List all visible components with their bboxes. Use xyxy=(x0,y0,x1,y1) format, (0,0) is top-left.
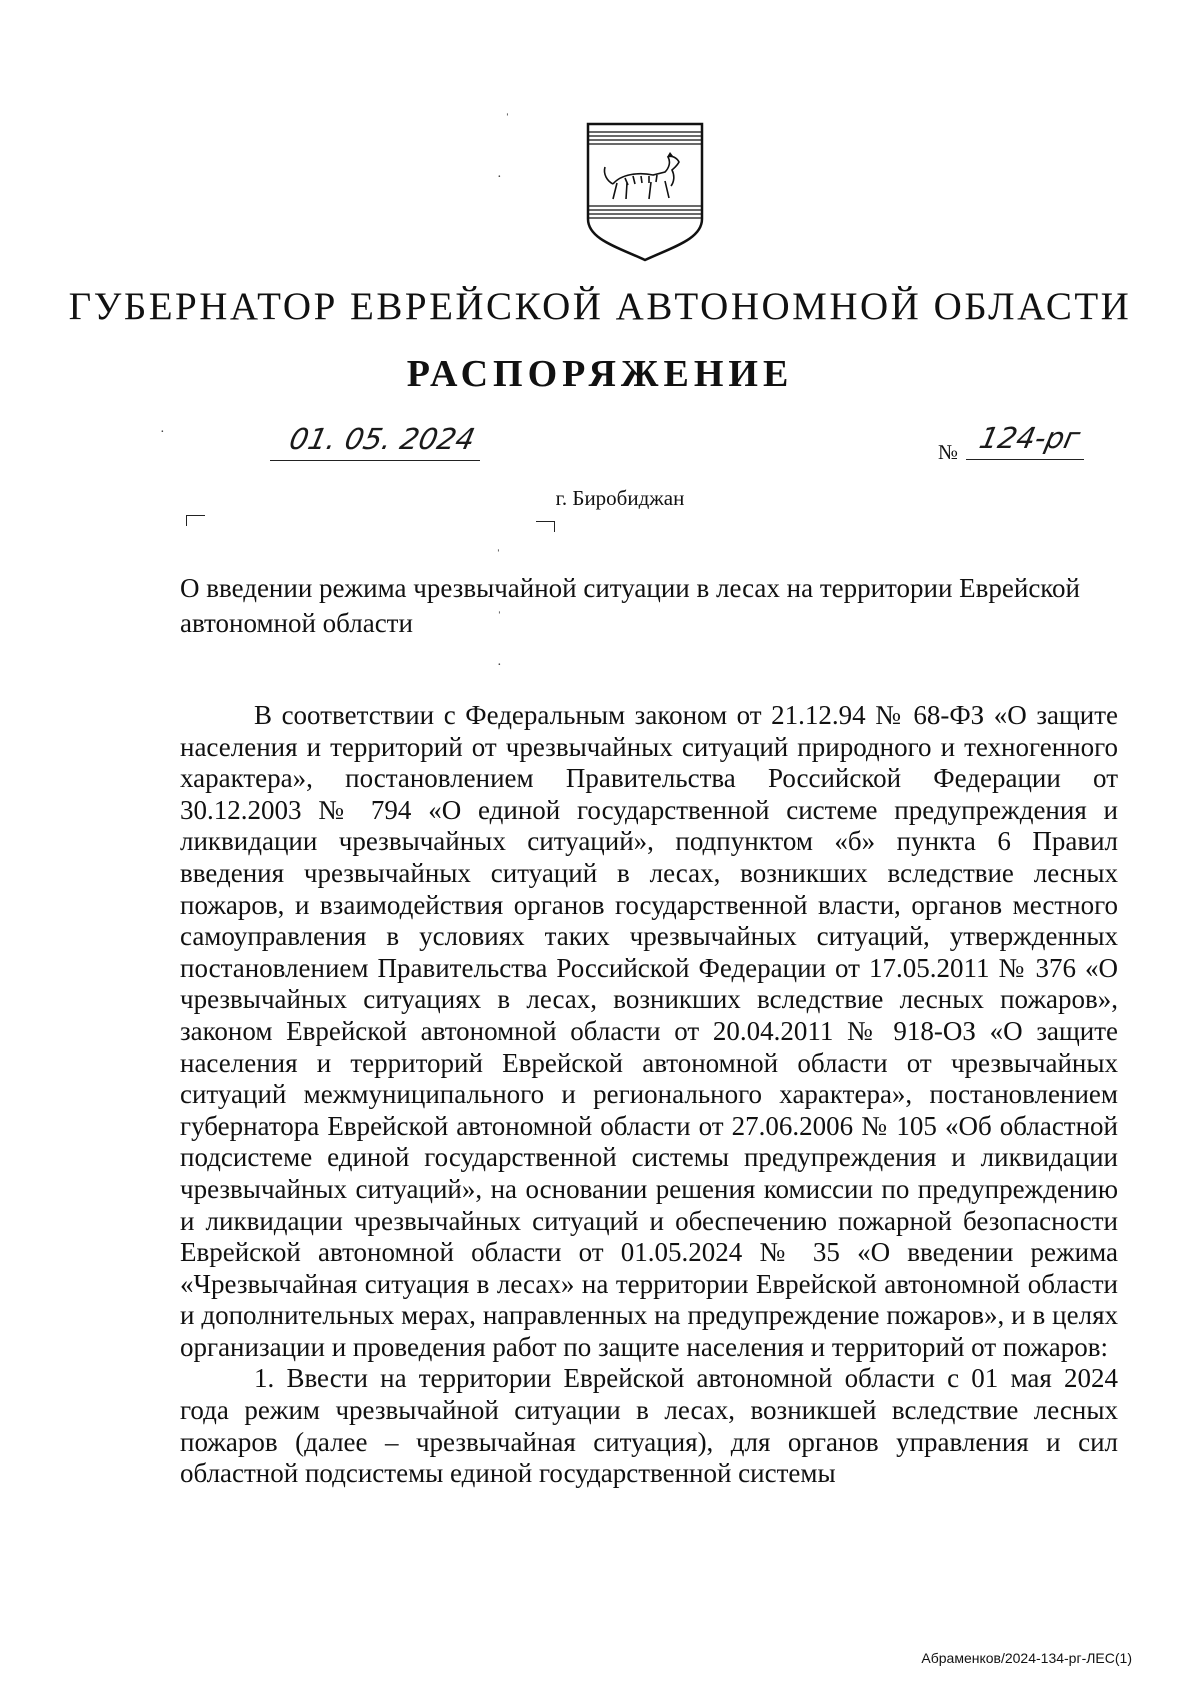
handwritten-number: 124-рг xyxy=(976,421,1084,455)
body-paragraph: В соответствии с Федеральным законом от 21.12.94 № 68-ФЗ «О защите населения и территорий от чрезвычайных ситуаций природного и техногенного характера», постановлением Правительства Российской Федерации от 30.12.2003 № 794 «О единой государственной системе предупреждения и ликвидации чрезвычайных ситуаций», подпунктом «б» пункта 6 Правил введения чрезвычайных ситуаций в лесах, возникших вследствие лесных пожаров, и взаимодействия органов государственной власти, органов местного самоуправления в условиях таких чрезвычайных ситуаций, утвержденных постановлением Правительства Российской Федерации от 17.05.2011 № 376 «О чрезвычайных ситуациях в лесах, возникших вследствие лесных пожаров», законом Еврейской автономной области от 20.04.2011 № 918-ОЗ «О защите населения и территорий Еврейской автономной области от чрезвычайных ситуаций межмуниципального и регионального характера», постановлением губернатора Еврейской автономной области от 27.06.2006 № 105 «Об областной подсистеме единой государственной системы предупреждения и ликвидации чрезвычайных ситуаций», на основании решения комиссии по предупреждению и ликвидации чрезвычайных ситуаций и обеспечению пожарной безопасности Еврейской автономной области от 01.05.2024 № 35 «О введении режима «Чрезвычайная ситуация в лесах» на территории Еврейской автономной области и дополнительных мерах, направленных на предупреждение пожаров», и в целях организации и проведения работ по защите населения и территорий от пожаров: xyxy=(180,700,1118,1362)
date-field xyxy=(270,420,480,461)
issuer-title: ГУБЕРНАТОР ЕВРЕЙСКОЙ АВТОНОМНОЙ ОБЛАСТИ xyxy=(68,285,1132,328)
tiger-coat-of-arms-icon xyxy=(585,121,705,263)
document-subject: О введении режима чрезвычайной ситуации в лесах на территории Еврейской автономной области xyxy=(180,573,1081,638)
scan-speck: · xyxy=(160,425,165,440)
document-body xyxy=(180,700,1118,1490)
right-corner-mark xyxy=(536,521,555,532)
scan-speck: · xyxy=(497,170,502,185)
document-type-heading: РАСПОРЯЖЕНИЕ xyxy=(406,353,794,395)
footer-reference: Абраменков/2024-134-рг-ЛЕС(1) xyxy=(921,1650,1132,1666)
scan-speck: ˈ xyxy=(497,610,502,625)
scan-speck: ˈ xyxy=(505,112,510,127)
scan-speck: · xyxy=(497,658,502,673)
handwritten-date: 01. 05. 2024 xyxy=(286,422,479,456)
scan-speck: ˈ xyxy=(496,548,501,563)
left-corner-mark xyxy=(186,515,205,526)
body-paragraph: 1. Ввести на территории Еврейской автономной области с 01 мая 2024 года режим чрезвычайной ситуации в лесах, возникшей вследствие лесных пожаров (далее – чрезвычайная ситуация), для органов управления и сил областной подсистемы единой государственной системы xyxy=(180,1363,1118,1489)
city-line: г. Биробиджан xyxy=(555,486,685,510)
number-label: № xyxy=(938,440,959,464)
number-field xyxy=(966,419,1084,460)
